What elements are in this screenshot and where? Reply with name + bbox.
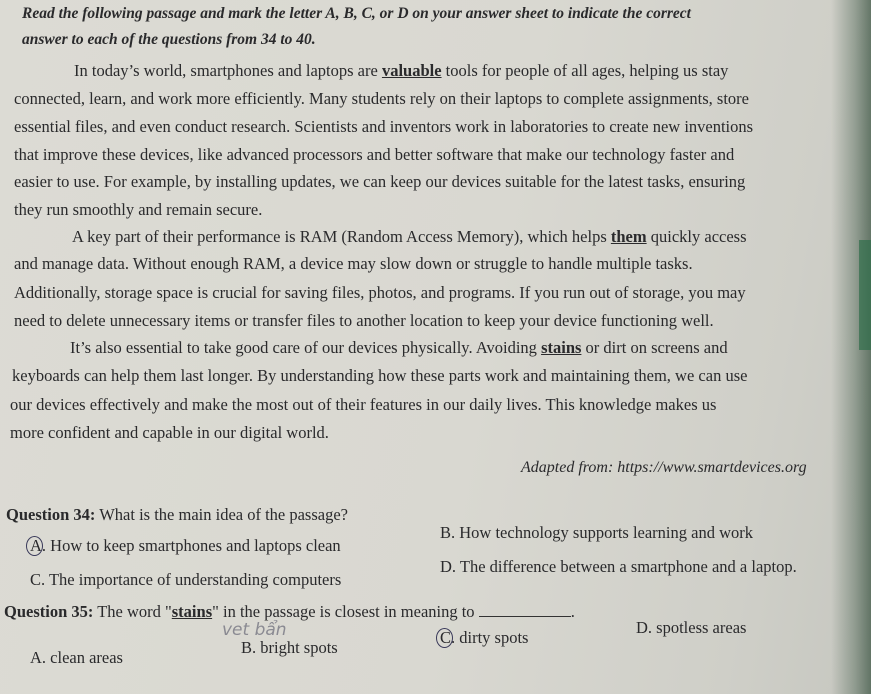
passage-p2-line-1: A key part of their performance is RAM (Random Access Memory), which helps them quickly access [72, 227, 747, 246]
q35-option-d[interactable]: D. spotless areas [636, 618, 747, 637]
underlined-word-stains: stains [541, 338, 582, 357]
background-object [859, 240, 871, 350]
q34-option-d[interactable]: D. The difference between a smartphone and a laptop. [440, 557, 797, 576]
passage-source: Adapted from: https://www.smartdevices.org [521, 459, 807, 476]
instructions-line-2: answer to each of the questions from 34 to 40. [22, 31, 316, 48]
answer-circle-mark [26, 536, 43, 556]
question-35-label: Question 35: [4, 602, 94, 621]
q35-option-b[interactable]: B. bright spots [241, 638, 338, 657]
q35-option-c[interactable]: C. dirty spots [440, 628, 529, 647]
underlined-word-valuable: valuable [381, 61, 442, 80]
passage-p1-line-3: essential files, and even conduct research. Scientists and inventors work in laboratories to create new inventions [14, 117, 754, 136]
passage-p3-line-2: keyboards can help them last longer. By understanding how these parts work and maintaining them, we can use [12, 366, 748, 385]
question-34 [6, 505, 348, 525]
q34-option-b[interactable]: B. How technology supports learning and work [440, 523, 753, 542]
answer-circle-mark-q35 [436, 628, 453, 648]
instructions-line-1: Read the following passage and mark the letter A, B, C, or D on your answer sheet to indicate the correct [22, 5, 691, 22]
passage-p1-line-1: In today’s world, smartphones and laptops are valuable tools for people of all ages, helping us stay [74, 61, 729, 80]
q34-option-c[interactable]: C. The importance of understanding computers [30, 570, 342, 589]
passage-p3-line-1: It’s also essential to take good care of our devices physically. Avoiding stains or dirt on screens and [70, 338, 728, 357]
passage-p1-line-6: they run smoothly and remain secure. [14, 200, 263, 219]
passage-p1-line-2: connected, learn, and work more efficiently. Many students rely on their laptops to complete assignments, store [14, 89, 749, 108]
q34-option-a[interactable]: A. How to keep smartphones and laptops clean [30, 536, 341, 555]
question-34-text: What is the main idea of the passage? [95, 505, 348, 524]
passage-p1-line-5: easier to use. For example, by installing updates, we can keep our devices suitable for the latest tasks, ensuring [14, 172, 746, 191]
passage-p3-line-4: more confident and capable in our digital world. [10, 423, 329, 442]
underlined-word-them: them [610, 227, 647, 246]
question-34-label: Question 34: [6, 505, 96, 524]
answer-blank [479, 602, 571, 617]
passage-p1-line-4: that improve these devices, like advanced processors and better software that make our technology faster and [14, 145, 735, 164]
q35-option-a[interactable]: A. clean areas [30, 648, 123, 667]
handwritten-note: vet bẩn [222, 620, 287, 640]
passage-p3-line-3: our devices effectively and make the most out of their features in our daily lives. This knowledge makes us [10, 395, 717, 414]
passage-p2-line-4: need to delete unnecessary items or transfer files to another location to keep your device functioning well. [14, 311, 714, 330]
question-35-keyword: stains [171, 602, 213, 621]
question-35: Question 35: The word "stains" in the passage is closest in meaning to . [4, 602, 575, 621]
passage-p2-line-2: and manage data. Without enough RAM, a device may slow down or struggle to handle multiple tasks. [14, 254, 693, 273]
passage-p2-line-3: Additionally, storage space is crucial for saving files, photos, and programs. If you run out of storage, you may [14, 283, 746, 302]
